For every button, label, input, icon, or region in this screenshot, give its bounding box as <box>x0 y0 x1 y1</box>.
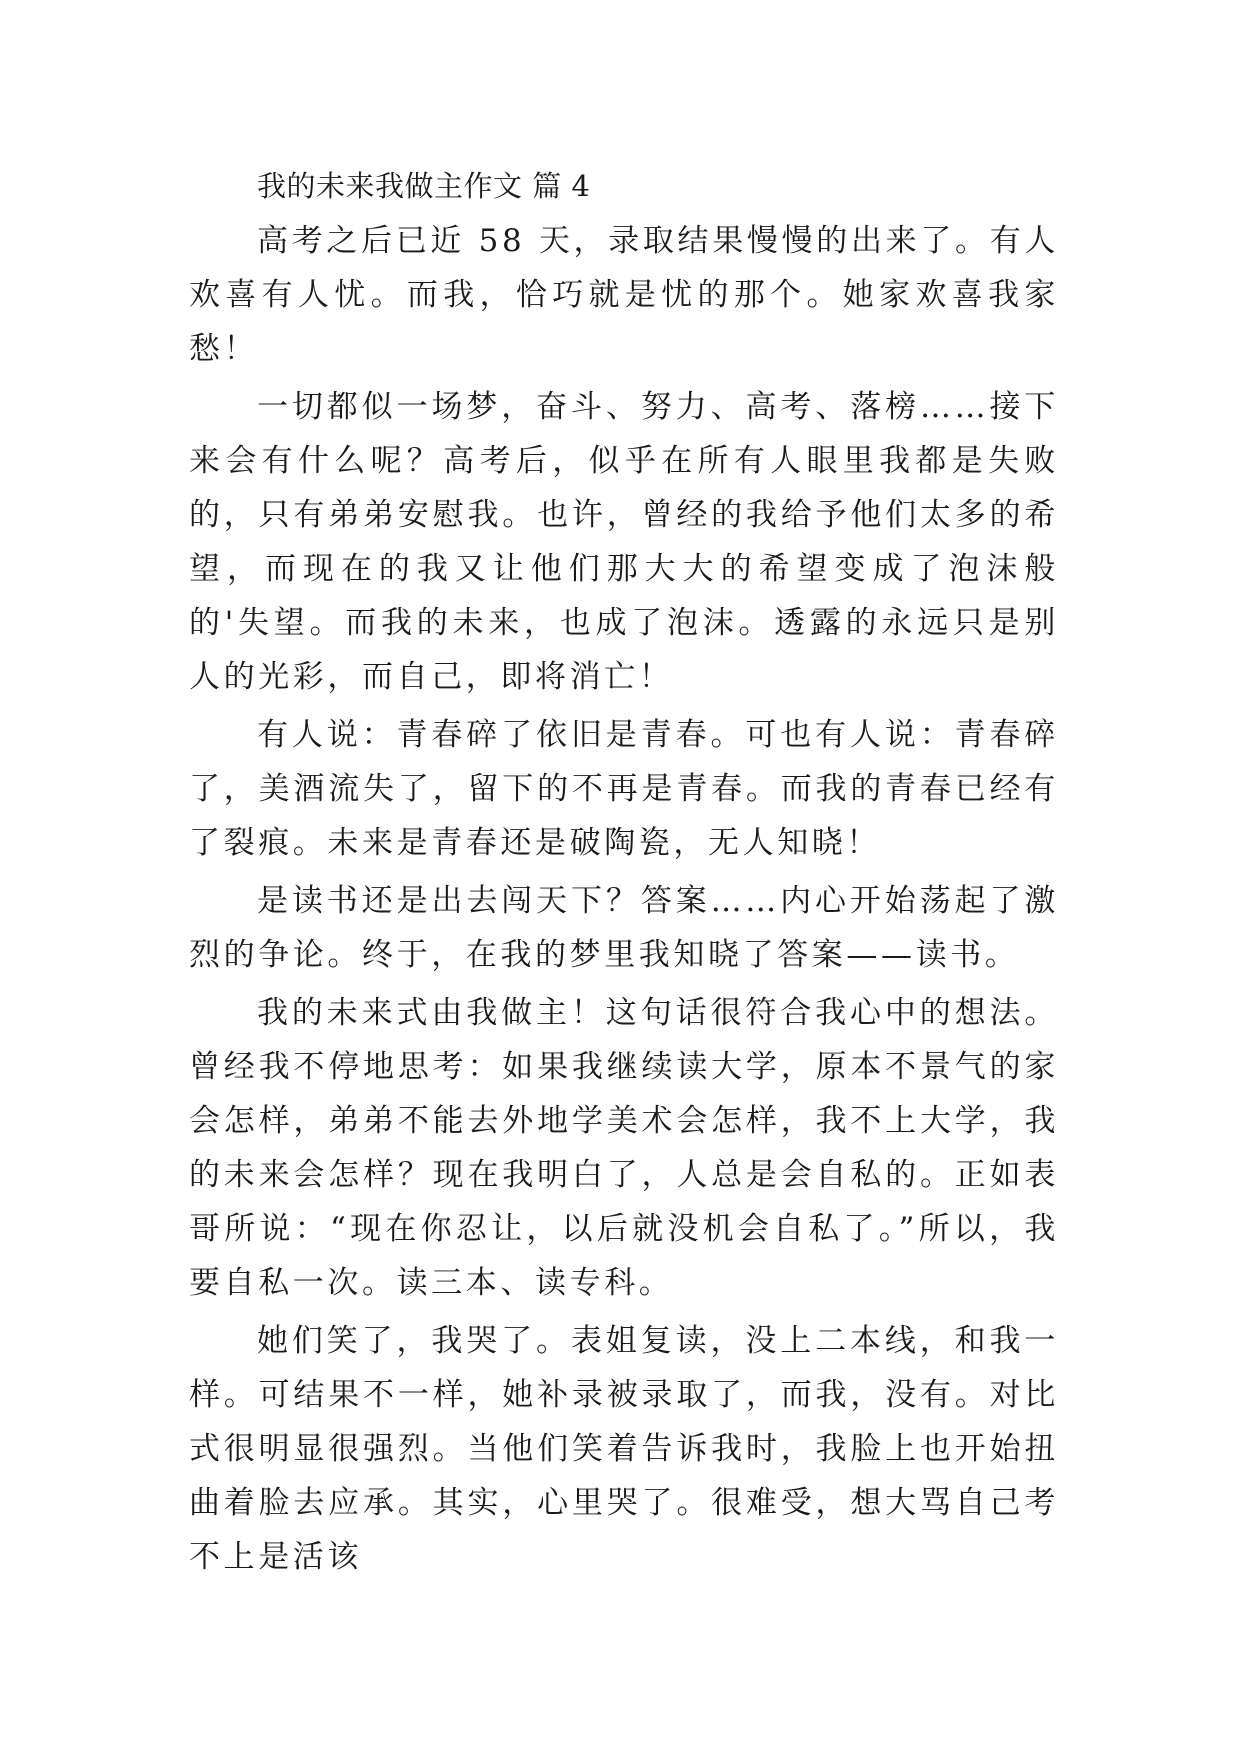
document-body <box>189 160 1059 1588</box>
paragraph-4: 是读书还是出去闯天下？答案……内心开始荡起了激烈的争论。终于，在我的梦里我知晓了答案——读书。 <box>189 883 1059 973</box>
paragraph-5: 我的未来式由我做主！这句话很符合我心中的想法。曾经我不停地思考：如果我继续读大学，原本不景气的家会怎样，弟弟不能去外地学美术会怎样，我不上大学，我的未来会怎样？现在我明白了，人总是会自私的。正如表哥所说：“现在你忍让，以后就没机会自私了。”所以，我要自私一次。读三本、读专科。 <box>189 995 1059 1301</box>
paragraph-2: 一切都似一场梦，奋斗、努力、高考、落榜……接下来会有什么呢？高考后，似乎在所有人眼里我都是失败的，只有弟弟安慰我。也许，曾经的我给予他们太多的希望，而现在的我又让他们那大大的希望变成了泡沫般的'失望。而我的未来，也成了泡沫。透露的永远只是别人的光彩，而自己，即将消亡！ <box>189 389 1059 695</box>
paragraph-1: 高考之后已近 58 天，录取结果慢慢的出来了。有人欢喜有人忧。而我，恰巧就是忧的那个。她家欢喜我家愁！ <box>189 223 1059 367</box>
paragraph-3: 有人说：青春碎了依旧是青春。可也有人说：青春碎了，美酒流失了，留下的不再是青春。而我的青春已经有了裂痕。未来是青春还是破陶瓷，无人知晓！ <box>189 717 1059 861</box>
paragraph-6: 她们笑了，我哭了。表姐复读，没上二本线，和我一样。可结果不一样，她补录被录取了，而我，没有。对比式很明显很强烈。当他们笑着告诉我时，我脸上也开始扭曲着脸去应承。其实，心里哭了。很难受，想大骂自己考不上是活该 <box>189 1323 1059 1575</box>
essay-title: 我的未来我做主作文 篇 4 <box>257 169 591 203</box>
